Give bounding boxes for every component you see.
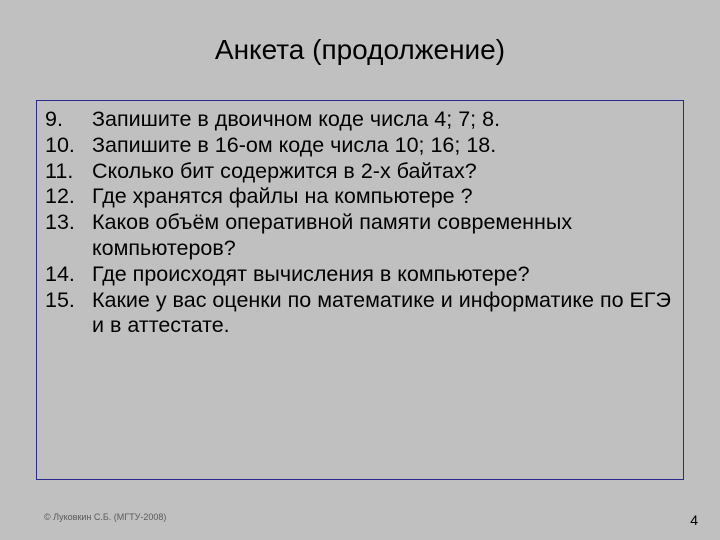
question-text: Запишите в двоичном коде числа 4; 7; 8. <box>92 107 501 131</box>
question-item <box>45 262 673 288</box>
footer-credit: © Луковкин С.Б. (МГТУ-2008) <box>44 512 167 522</box>
question-number: 14. <box>45 261 75 286</box>
question-text: Где хранятся файлы на компьютере ? <box>92 184 473 209</box>
question-number: 9. <box>45 107 63 131</box>
question-text: Каков объём оперативной памяти современных компьютеров? <box>92 210 573 260</box>
question-item <box>45 159 673 185</box>
question-number: 15. <box>45 287 75 312</box>
page-number: 4 <box>690 512 698 528</box>
question-number: 10. <box>45 132 75 157</box>
question-item <box>45 210 673 262</box>
question-text: Сколько бит содержится в 2-х байтах? <box>92 158 477 183</box>
question-item <box>45 107 673 133</box>
question-number: 11. <box>45 158 74 183</box>
question-item <box>45 288 673 340</box>
questions-box <box>36 100 684 480</box>
question-item <box>45 133 673 159</box>
question-text: Где происходят вычисления в компьютере? <box>92 261 530 286</box>
question-number: 13. <box>45 210 75 235</box>
question-text: Запишите в 16-ом коде числа 10; 16; 18. <box>92 132 497 157</box>
question-item <box>45 184 673 210</box>
slide-title: Анкета (продолжение) <box>214 34 506 65</box>
question-number: 12. <box>45 184 75 209</box>
question-text: Какие у вас оценки по математике и информатике по ЕГЭ и в аттестате. <box>92 287 671 338</box>
question-list <box>45 107 673 339</box>
